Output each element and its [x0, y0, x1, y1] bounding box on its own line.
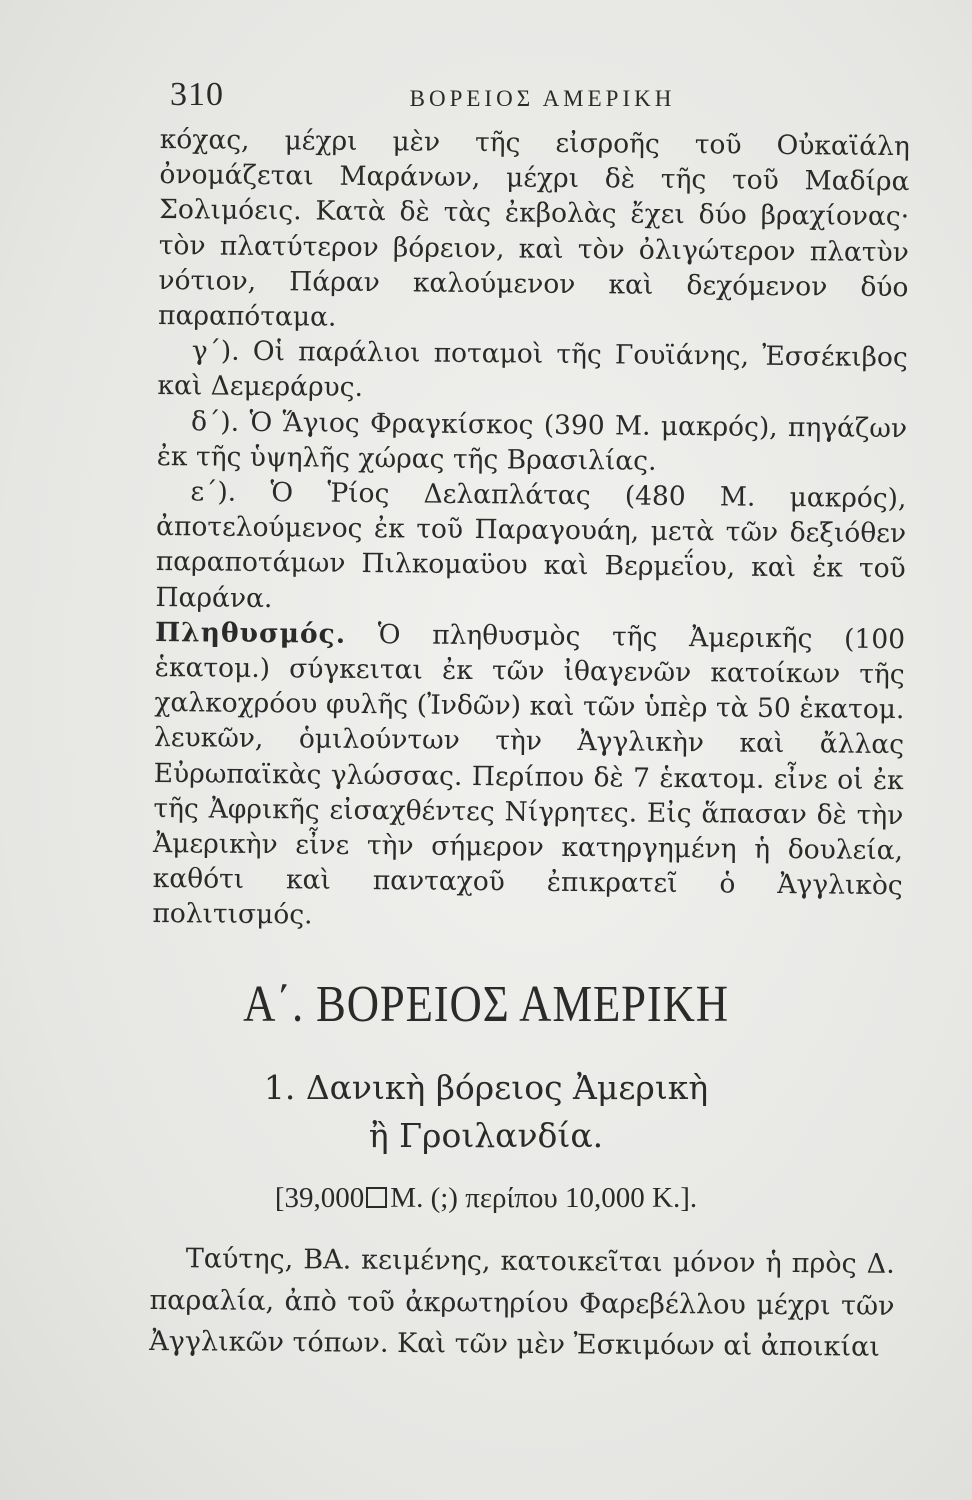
greenland-text: [149, 1238, 895, 1368]
subsection-heading-line2: ἢ Γροιλανδία.: [368, 1116, 604, 1155]
population-paragraph: [152, 615, 905, 939]
population-heading: Πληθυσμός.: [154, 616, 347, 650]
paragraph-greenland: Ταύτης, ΒΑ. κειμένης, κατοικεῖται μόνον ἡ πρὸς Δ. παραλία, ἀπὸ τοῦ ἀκρωτηρίου Φαρεβέλλου μέχρι τῶν Ἀγγλικῶν τόπων. Καὶ τῶν μὲν Ἐσκιμόων αἱ ἀποικίαι: [149, 1243, 895, 1363]
running-header: [170, 76, 915, 116]
running-title: ΒΟΡΕΙΟΣ ΑΜΕΡΙΚΗ: [409, 86, 676, 111]
area-value: [39,000: [274, 1182, 365, 1214]
list-item-delta: δ΄). Ὁ Ἅγιος Φραγκίσκος (390 Μ. μακρός), πηγάζων ἐκ τῆς ὑψηλῆς χώρας τῆς Βρασιλίας.: [156, 405, 908, 477]
list-item-gamma: γ΄). Οἱ παράλιοι ποταμοὶ τῆς Γουϊάνης, Ἐσσέκιβος καὶ Δεμεράρυς.: [157, 335, 908, 404]
square-symbol-icon: [366, 1187, 387, 1208]
section-heading: Α΄. ΒΟΡΕΙΟΣ ΑΜΕΡΙΚΗ: [243, 976, 729, 1033]
area-unit-and-population: Μ. (;) περίπου 10,000 Κ.].: [390, 1182, 698, 1214]
area-note: [0, 1182, 972, 1215]
subsection-heading-line1: 1. Δανικὴ βόρειος Ἀμερικὴ: [263, 1068, 709, 1107]
paragraph-amazon-continuation: κόχας, μέχρι μὲν τῆς εἰσροῆς τοῦ Οὐκαϊάλη ὀνομάζεται Μαράνων, μέχρι δὲ τῆς τοῦ Μαδίρα Σολιμόεις. Κατὰ δὲ τὰς ἐκβολὰς ἔχει δύο βραχίονας· τὸν πλατύτερον βόρειον, καὶ τὸν ὀλιγώτερον πλατὺν νότιον, Πάραν καλούμενον καὶ δεχόμενον δύο παραπόταμα.: [157, 123, 910, 333]
page-number: 310: [170, 76, 224, 113]
population-text: Ὁ πληθυσμὸς τῆς Ἀμερικῆς (100 ἑκατομ.) σύγκειται ἐκ τῶν ἰθαγενῶν κατοίκων τῆς χαλκοχρόου φυλῆς (Ἰνδῶν) καὶ τῶν ὑπὲρ τὰ 50 ἑκατομ. λευκῶν, ὁμιλούντων τὴν Ἀγγλικὴν καὶ ἄλλας Εὐρωπαϊκὰς γλώσσας. Περίπου δὲ 7 ἑκατομ. εἶνε οἱ ἐκ τῆς Ἀφρικῆς εἰσαχθέντες Νίγρητες. Εἰς ἅπασαν δὲ τὴν Ἀμερικὴν εἶνε τὴν σήμερον κατηργημένη ἡ δουλεία, καθότι καὶ πανταχοῦ ἐπικρατεῖ ὁ Ἀγγλικὸς πολιτισμός.: [152, 618, 906, 931]
main-text: [152, 122, 910, 939]
list-item-epsilon: ε΄). Ὁ Ῥίος Δελαπλάτας (480 Μ. μακρός), ἀποτελούμενος ἐκ τοῦ Παραγουάη, μετὰ τῶν δεξιόθεν παραποτάμων Πιλκομαϋου καὶ Βερμεΐου, καὶ ἐκ τοῦ Παράνα.: [155, 476, 907, 614]
